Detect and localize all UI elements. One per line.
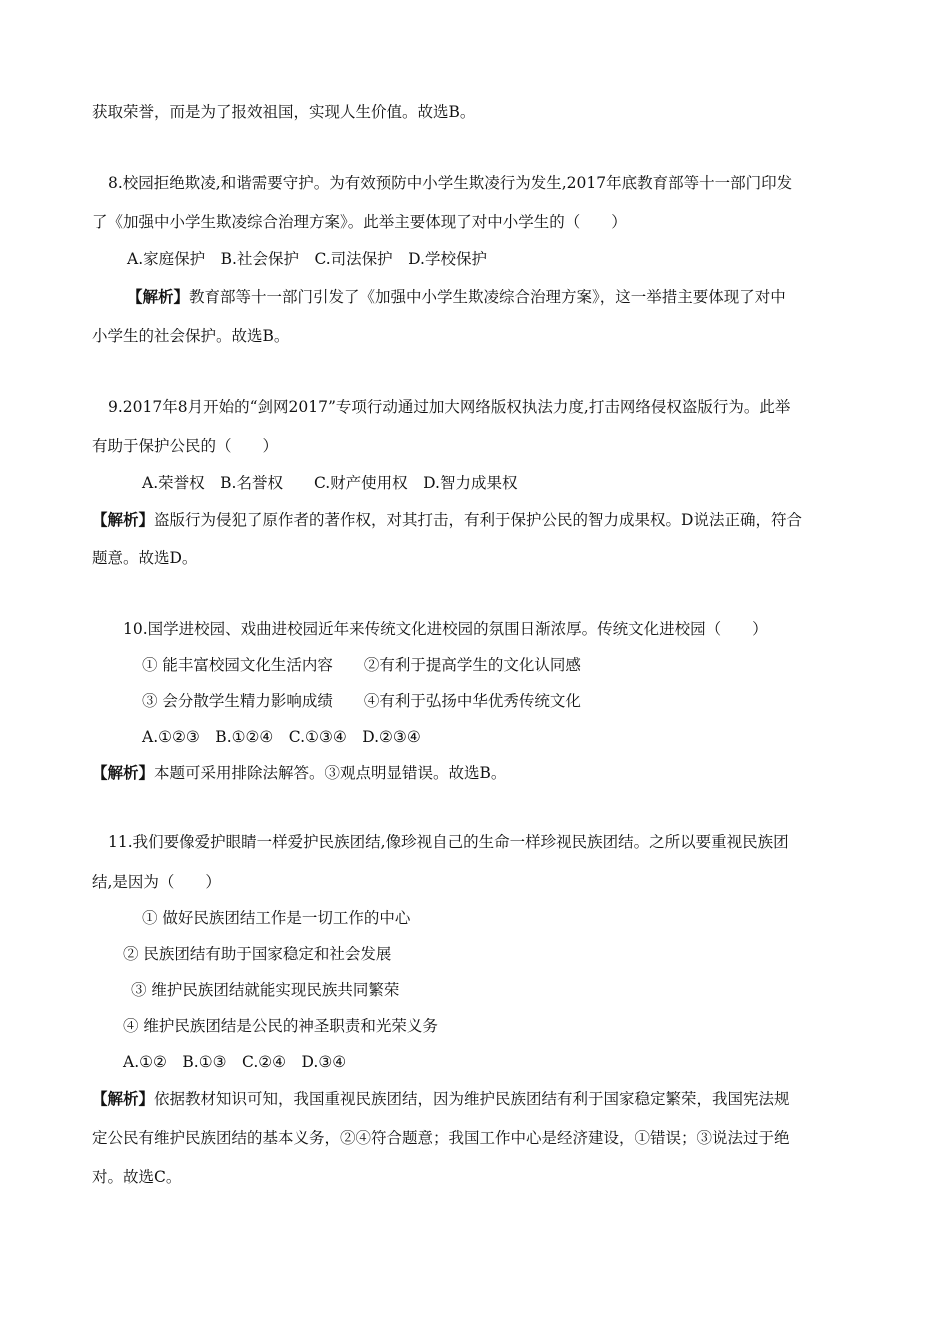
question-11-analysis [92,1089,790,1109]
question-9-analysis [92,510,802,530]
question-11-statement-1: ① 做好民族团结工作是一切工作的中心 [142,909,411,927]
question-10-statements-2: ③ 会分散学生精力影响成绩 ④有利于弘扬中华优秀传统文化 [142,692,581,710]
analysis-label: 【解析】 [92,763,155,782]
text-line: 获取荣誉，而是为了报效祖国，实现人生价值。故选B。 [92,103,476,121]
question-9-options: A.荣誉权 B.名誉权 C.财产使用权 D.智力成果权 [142,474,518,492]
question-8-stem-cont: 了《加强中小学生欺凌综合治理方案》。此举主要体现了对中小学生的（ ） [92,213,627,231]
question-11-analysis-end: 对。故选C。 [92,1168,182,1186]
question-10-stem: 10.国学进校园、戏曲进校园近年来传统文化进校园的氛围日渐浓厚。传统文化进校园（ ） [123,620,768,638]
question-8-analysis [127,287,786,307]
analysis-label: 【解析】 [92,1089,155,1108]
question-9-stem-cont: 有助于保护公民的（ ） [92,437,279,455]
question-10-analysis [92,763,506,783]
question-10-options: A.①②③ B.①②④ C.①③④ D.②③④ [142,728,421,746]
analysis-text: 依据教材知识可知，我国重视民族团结，因为维护民族团结有利于国家稳定繁荣，我国宪法规 [154,1090,790,1108]
analysis-text: 盗版行为侵犯了原作者的著作权，对其打击，有利于保护公民的智力成果权。D说法正确，符合 [154,511,802,529]
question-9-stem: 9.2017年8月开始的“剑网2017”专项行动通过加大网络版权执法力度,打击网络侵权盗版行为。此举 [108,398,791,416]
question-8-options: A.家庭保护 B.社会保护 C.司法保护 D.学校保护 [127,250,487,268]
analysis-text: 教育部等十一部门引发了《加强中小学生欺凌综合治理方案》，这一举措主要体现了对中 [189,288,786,306]
question-9-analysis-cont: 题意。故选D。 [92,549,198,567]
analysis-label: 【解析】 [127,287,190,306]
question-8-analysis-cont: 小学生的社会保护。故选B。 [92,327,290,345]
question-11-statement-2: ② 民族团结有助于国家稳定和社会发展 [123,945,392,963]
question-10-statements-1: ① 能丰富校园文化生活内容 ②有利于提高学生的文化认同感 [142,656,581,674]
question-11-statement-3: ③ 维护民族团结就能实现民族共同繁荣 [131,981,400,999]
question-11-options: A.①② B.①③ C.②④ D.③④ [123,1053,347,1071]
question-11-stem-cont: 结,是因为（ ） [92,873,221,891]
question-11-statement-4: ④ 维护民族团结是公民的神圣职责和光荣义务 [123,1017,438,1035]
question-8-stem: 8.校园拒绝欺凌,和谐需要守护。为有效预防中小学生欺凌行为发生,2017年底教育部等十一部门印发 [108,174,793,192]
question-11-stem: 11.我们要像爱护眼睛一样爱护民族团结,像珍视自己的生命一样珍视民族团结。之所以要重视民族团 [108,833,789,851]
question-11-analysis-cont: 定公民有维护民族团结的基本义务，②④符合题意；我国工作中心是经济建设，①错误；③说法过于绝 [92,1129,790,1147]
analysis-text: 本题可采用排除法解答。③观点明显错误。故选B。 [154,764,507,782]
analysis-label: 【解析】 [92,510,155,529]
